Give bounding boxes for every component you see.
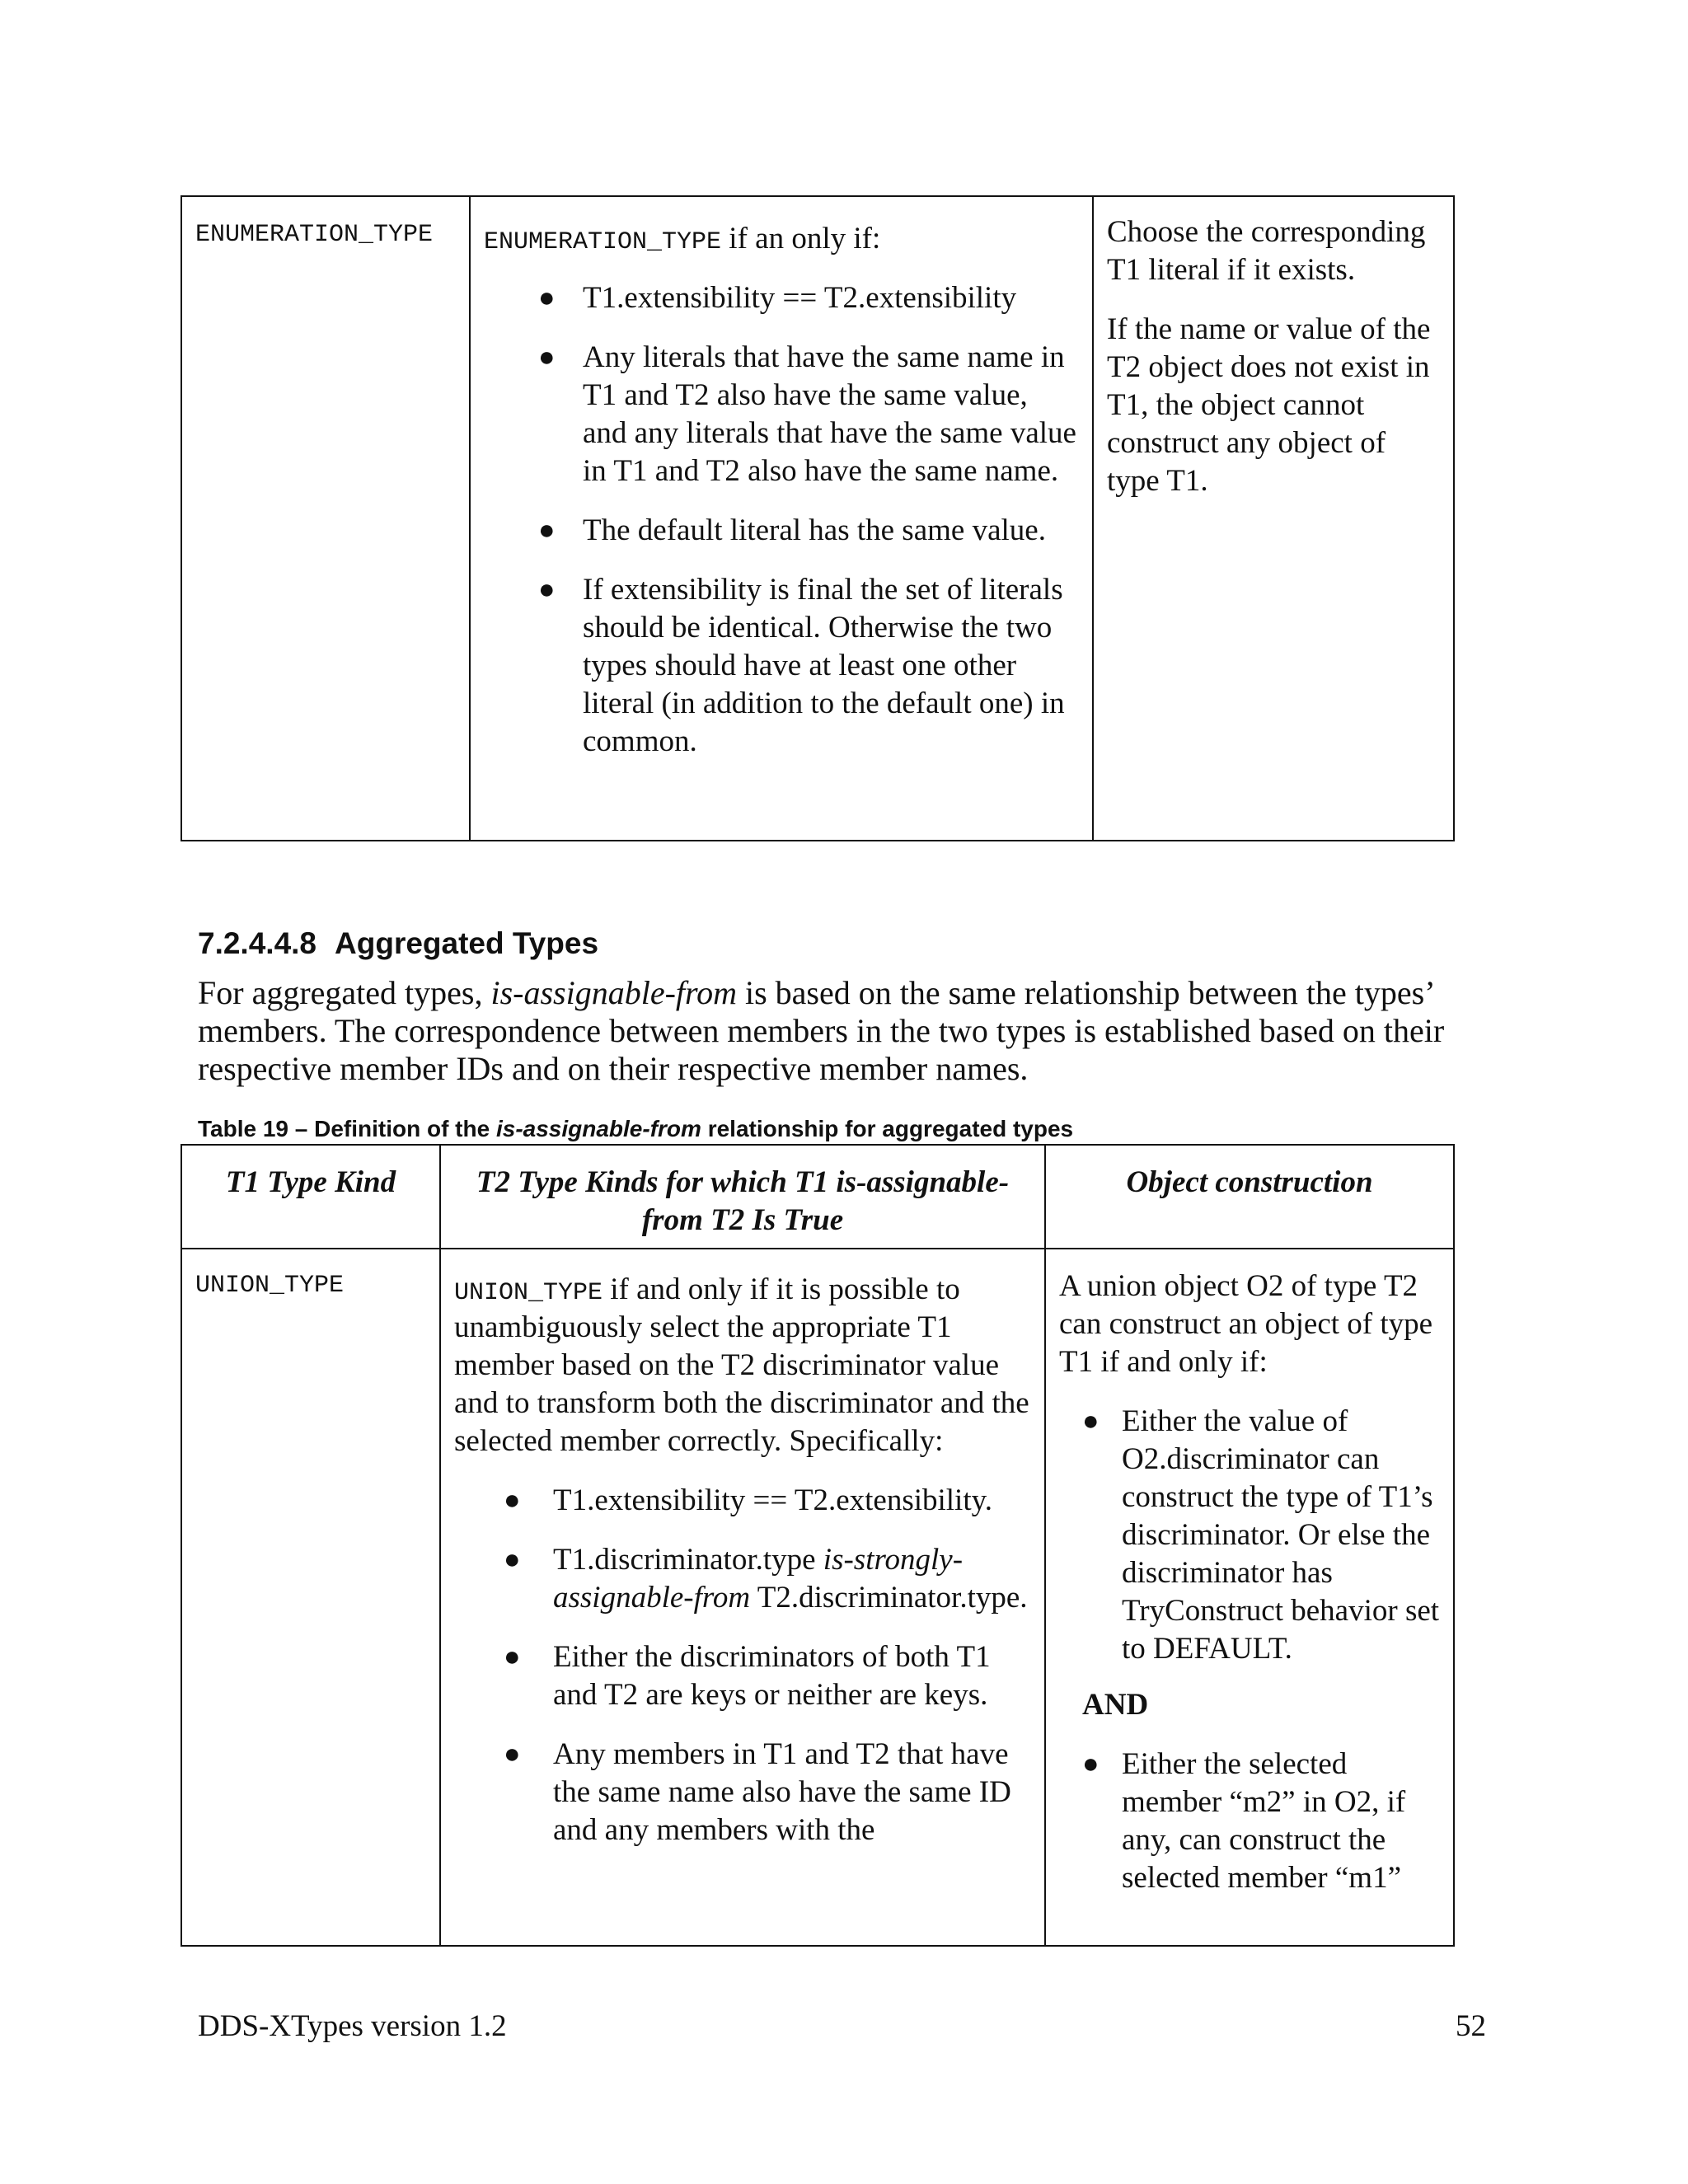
union-object-construction-cell	[1045, 1249, 1454, 1946]
list-item: ● Either the selected member “m2” in O2, if any, can construct the selected member “m1”	[1082, 1747, 1406, 1895]
union-object-bullet-list-2	[1059, 1746, 1440, 1897]
union-condition-bullet-list	[454, 1482, 1031, 1849]
condition-intro: ENUMERATION_TYPE if an only if:	[484, 222, 881, 256]
object-construction-p1: Choose the corresponding T1 literal if it exists.	[1107, 215, 1426, 287]
union-condition-cell	[440, 1249, 1045, 1946]
header-object-construction: Object construction	[1045, 1145, 1454, 1249]
and-label: AND	[1082, 1688, 1149, 1722]
list-item: ● Any members in T1 and T2 that have the same name also have the same ID and any members with the	[504, 1737, 1011, 1847]
list-item: ● The default literal has the same value.	[538, 513, 1046, 547]
list-item: ● T1.extensibility == T2.extensibility	[538, 281, 1017, 315]
list-item: ● T1.discriminator.type is-strongly-assignable-from T2.discriminator.type.	[504, 1543, 1028, 1615]
section-heading	[198, 925, 598, 963]
type-kind-cell	[181, 196, 470, 841]
section-number: 7.2.4.4.8	[198, 926, 317, 960]
condition-cell	[470, 196, 1093, 841]
header-t1-type-kind: T1 Type Kind	[181, 1145, 440, 1249]
union-condition-intro: UNION_TYPE if and only if it is possible to unambiguously select the appropriate T1 member based on the T2 discriminator value and to transform both the discriminator and the selected member correctly. Specifically:	[454, 1272, 1029, 1458]
footer-page-number: 52	[1456, 2009, 1486, 2043]
table-header-row	[181, 1145, 1454, 1249]
table-row	[181, 196, 1454, 841]
list-item: ● Either the discriminators of both T1 and T2 are keys or neither are keys.	[504, 1640, 991, 1712]
object-construction-cell	[1093, 196, 1454, 841]
aggregated-types-table	[181, 1144, 1455, 1947]
union-object-intro: A union object O2 of type T2 can construct an object of type T1 if and only if:	[1059, 1269, 1433, 1379]
union-kind-value: UNION_TYPE	[195, 1272, 345, 1300]
union-object-bullet-list	[1059, 1403, 1440, 1668]
list-item: ● Either the value of O2.discriminator can construct the type of T1’s discriminator. Or else the discriminator has TryConstruct behavior set to DEFAULT.	[1082, 1404, 1440, 1666]
list-item: ● T1.extensibility == T2.extensibility.	[504, 1483, 992, 1517]
object-construction-p2: If the name or value of the T2 object does not exist in T1, the object cannot construct any object of type T1.	[1107, 312, 1431, 498]
condition-bullet-list	[484, 279, 1079, 761]
section-title: Aggregated Types	[335, 926, 599, 960]
header-t2-type-kinds: T2 Type Kinds for which T1 is-assignable-from T2 Is True	[440, 1145, 1045, 1249]
section-paragraph: For aggregated types, is-assignable-from is based on the same relationship between the types’ members. The correspondence between members in the two types is established based on their respective member IDs and on their respective member names.	[198, 974, 1445, 1087]
list-item: ● Any literals that have the same name in T1 and T2 also have the same value, and any literals that have the same value in T1 and T2 also have the same name.	[538, 340, 1076, 488]
enumeration-table	[181, 195, 1455, 841]
table-row	[181, 1249, 1454, 1946]
table-caption: Table 19 – Definition of the is-assignable-from relationship for aggregated types	[198, 1116, 1074, 1141]
type-kind-value: ENUMERATION_TYPE	[195, 221, 434, 249]
footer-document-title: DDS-XTypes version 1.2	[198, 2009, 507, 2043]
list-item: ● If extensibility is final the set of literals should be identical. Otherwise the two types should have at least one other literal (in addition to the default one) in common.	[538, 573, 1065, 758]
union-kind-cell	[181, 1249, 440, 1946]
